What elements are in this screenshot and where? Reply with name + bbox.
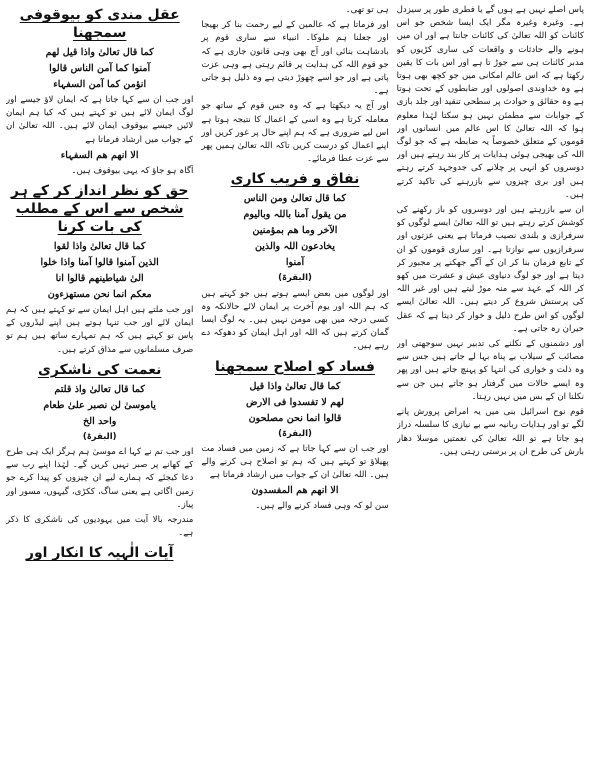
paragraph: اور جب تم نے کہا اے موسیٰ ہم ہرگز ایک ہی طرح کے کھانے پر صبر نہیں کریں گے۔ لہٰذا اپنے رب سے دعا کیجئے کہ ہمارے لیے ان چیزوں کو پیدا کرے جو زمین اگاتی ہے یعنی ساگ، ککڑی، گیہوں، مسور اور پیاز۔	[6, 447, 194, 510]
arabic-verse: قالوا انما نحن مصلحون	[248, 412, 342, 424]
section-heading: حق کو نظر انداز کر کے ہر شخص سے اس کے مطلب کی بات کرنا	[10, 183, 189, 236]
column-right	[397, 4, 584, 775]
paragraph: اور دشمنوں کے نکلنے کی تدبیر نہیں سوجھتی اور مصائب کے سیلاب بے پناہ بہا لے جاتے ہیں جس سے وہ ذلت و خواری کی انتہا کو پہنچ جاتے ہیں اور پھر وہ ایسے حالات میں گرفتار ہو جاتے ہیں جن سے نکلنا ان کے بس میں نہیں رہتا۔	[396, 339, 584, 402]
arabic-verse: یخادعون اللہ والذین	[254, 241, 336, 253]
section-heading: عقل مندی کو بیوقوفی سمجھنا	[19, 7, 180, 41]
arabic-verse: من یقول آمنا باللہ وبالیوم	[243, 209, 347, 221]
arabic-verse: انؤمن کما آمن السفہاء	[53, 79, 147, 90]
verse-reference: (البقرۃ)	[82, 431, 117, 442]
paragraph: اور جب ان سے کہا جاتا ہے کہ ایمان لاؤ جیسے اور لوگ ایمان لائے ہیں تو کہتے ہیں کہ کیا ہم ایمان لائیں جیسے بیوقوف ایمان لائے ہیں۔ اللہ تعالیٰ ان کے جواب میں ارشاد فرماتا ہے	[6, 95, 194, 145]
arabic-verse: الذین آمنوا قالوا آمنا واذا خلوا	[40, 257, 159, 269]
paragraph: اور جب ان سے کہا جاتا ہے کہ زمین میں فساد مت پھیلاؤ تو کہتے ہیں کہ ہم تو اصلاح ہی کرنے والے ہیں۔ اللہ تعالیٰ ان کے جواب میں ارشاد فرماتا ہے	[201, 443, 389, 481]
arabic-verse: الیٰ شیاطینھم قالوا انا	[55, 273, 144, 285]
arabic-verse: آمنوا کما آمن الناس قالوا	[49, 63, 151, 74]
paragraph: اور فرماتا ہے کہ عالمین کے لیے رحمت بنا کر بھیجا اور جعلنا ہم ملوکا۔ انبیاء سے ساری قوم پر بادشاہت بنائی اور آج بھی وہی قانون جاری ہے کہ جو قوم اللہ کی ہدایت پر قائم رہتی ہے وہی عزت پاتی ہے اور جو اسے چھوڑ دیتی ہے وہ ذلیل ہو جاتی ہے۔	[201, 20, 389, 97]
paragraph: ہی تو تھی۔	[345, 5, 389, 15]
arabic-verse: کما قال تعالیٰ واذا قیل لھم	[45, 47, 154, 58]
paragraph: اور لوگوں میں بعض ایسے ہوتے ہیں جو کہتے ہیں کہ ہم اللہ اور یوم آخرت پر ایمان لائے حالانکہ وہ کسی درجہ میں بھی مومن نہیں ہیں۔ یہ لوگ ایسا گمان کرتے ہیں کہ اللہ اور اہل ایمان کو دھوکہ دے رہے ہیں۔	[201, 288, 389, 352]
arabic-verse: الآخر وما ھم بمؤمنین	[252, 225, 338, 237]
verse-reference: (البقرۃ)	[278, 273, 312, 284]
paragraph: اور جب ملتے ہیں اہل ایمان سے تو کہتے ہیں کہ ہم ایمان لائے اور جب تنہا ہوتے ہیں اپنے لیڈروں کے پاس تو کہتے ہیں کہ ہم تمہارے ساتھ ہیں ہم تو صرف مسلمانوں سے مذاق کرتے ہیں۔	[6, 305, 194, 355]
arabic-verse: معکم انما نحن مستھزءون	[47, 289, 152, 301]
arabic-verse: کما قال تعالیٰ واذا لقوا	[53, 241, 146, 253]
paragraph: اور آج یہ دیکھتا ہے کہ وہ جس قوم کے ساتھ جو معاملہ کرتا ہے وہ اسی کے اعمال کا نتیجہ ہوتا ہے اس لیے ضروری ہے کہ ہم اپنے حال پر غور کریں اور اپنے اعمال کو درست کریں تاکہ اللہ تعالیٰ ہمیں پھر سے عزت عطا فرمائے۔	[201, 101, 389, 165]
arabic-verse: آمنوا	[285, 257, 305, 269]
column-middle	[201, 4, 388, 775]
arabic-verse: الا انھم ھم المفسدون	[251, 485, 339, 497]
arabic-verse: الا انھم ھم السفہاء	[60, 149, 139, 161]
paragraph: ان سے بازرہتے ہیں اور دوسروں کو باز رکھنے کی کوشش کرتے رہتے ہیں تو اللہ تعالیٰ ایسے لوگوں کو سرفرازی و بلندی نصیب فرماتا ہے یعنی عزتوں اور سرفرازیوں سے نوازتا ہے۔ اور ساری قوموں کو ان کے تابع فرمان بنا کر ان کے آگے جھکنے پر مجبور کر دیتا ہے اور جو لوگ دنیاوی عیش و عشرت میں کھو کر اللہ کے عہد سے منہ موڑ لیتے ہیں اور غیر اللہ کی پرستش شروع کر دیتے ہیں۔ اللہ تعالیٰ ایسے لوگوں کو اس طرح ذلیل و خوار کر دیتا ہے کہ عقل حیران رہ جاتی ہے۔	[396, 205, 584, 334]
section-heading: نعمت کی ناشکری	[37, 361, 162, 378]
section-heading: فساد کو اصلاح سمجھنا	[215, 358, 375, 375]
arabic-verse: کما قال تعالیٰ واذا قیل	[249, 380, 341, 392]
arabic-verse: واحد الخ	[82, 415, 117, 427]
arabic-verse: یاموسیٰ لن نصبر علیٰ طعام	[43, 399, 156, 411]
arabic-verse: لھم لا تفسدوا فی الارض	[246, 396, 344, 408]
paragraph: سن لو کہ وہی فساد کرنے والے ہیں۔	[255, 501, 389, 512]
paragraph: آگاہ ہو جاؤ کہ یہی بیوقوف ہیں۔	[71, 165, 194, 176]
paragraph: پاس اصلے نہیں ہے ہوں گے یا فطری طور پر سیزدل ہے۔ وغیرہ وغیرہ مگر ایک ایسا شخص جو اس کائنات کو اللہ تعالیٰ کی کائنات جانتا ہے اور ان میں ہونے والے حادثات و واقعات کی ساری کڑیوں کو مدبر کائنات ہی سے جوڑ تا ہے اور اس بات کا یقین رکھتا ہے کہ اس عالم امکانی میں جو کچھ بھی ہوتا ہے وہ خداوندی اصولوں اور ضابطوں کے تحت ہوتا ہے وہ حقائق و حوادث پر سطحی تنقید اور جلد بازی کے جوابات سے مطمئن نہیں ہو سکتا لہٰذا معلوم ہوا کہ اللہ تعالیٰ کا اس عالم میں انسانوں اور قوموں کے متعلق خصوصاً یہ ضابطہ ہے کہ جو لوگ اللہ کی بھیجی ہوئی ہدایات پر کار بند رہتے ہیں اور دوسروں کو انہی پر چلانے کی جدوجہد کرتے رہتے ہیں اور بری چیزوں سے بازرہنے کی تاکید کرتے ہیں۔	[396, 5, 584, 200]
arabic-verse: کما قال تعالیٰ ومن الناس	[243, 193, 347, 205]
arabic-verse: کما قال تعالیٰ واذ قلتم	[54, 383, 145, 395]
verse-reference: (البقرۃ)	[278, 428, 312, 439]
section-heading: آیات الٰہیہ کا انکار اور	[25, 545, 174, 562]
column-left	[6, 4, 193, 775]
paragraph: قوم نوح اسرائیل بنی میں یہ امراض پرورش پانے لگے تو اور ہدایات ربانیہ سے بے نیازی کا سلسلہ دراز ہو جاتا ہے تو اللہ تعالیٰ کی نعمتیں موسلا دھار بارش کی طرح ان پر برستی رہتی ہیں۔	[396, 407, 584, 457]
paragraph: مندرجہ بالا آیت میں یہودیوں کی ناشکری کا ذکر ہے۔	[6, 515, 194, 539]
section-heading: نفاق و فریب کاری	[230, 171, 360, 188]
